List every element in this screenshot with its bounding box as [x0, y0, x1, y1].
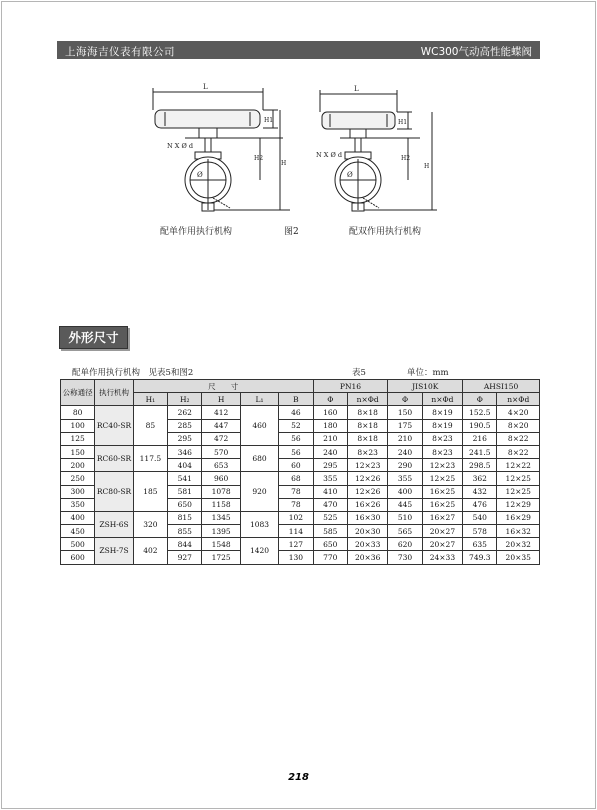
table-row [61, 472, 540, 485]
cell-B: 114 [279, 525, 313, 538]
cell-H2: 581 [168, 485, 202, 498]
cell-pn16-bolts: 8×18 [347, 406, 387, 419]
dim-H-label: H [424, 163, 430, 170]
phi-label: Ø [347, 171, 353, 179]
cell-L1: 1420 [240, 538, 278, 564]
cell-H: 472 [202, 432, 240, 445]
cell-jis-phi: 355 [388, 472, 422, 485]
cell-B: 102 [279, 511, 313, 524]
cell-ansi-bolts: 12×22 [497, 459, 540, 472]
header-nominal: 公称通径 [61, 380, 95, 406]
bolt-label: N X Ø d [167, 142, 194, 150]
cell-ansi-phi: 749.3 [463, 551, 497, 564]
cell-ansi-bolts: 16×32 [497, 525, 540, 538]
cell-nominal-diameter: 500 [61, 538, 95, 551]
cell-jis-bolts: 8×23 [422, 432, 462, 445]
table-number: 表5 [352, 368, 366, 378]
cell-actuator-model: RC60-SR [95, 445, 133, 471]
page-header [57, 41, 540, 59]
cell-jis-phi: 290 [388, 459, 422, 472]
cell-jis-bolts: 20×27 [422, 538, 462, 551]
cell-nominal-diameter: 125 [61, 432, 95, 445]
cell-ansi-phi: 432 [463, 485, 497, 498]
cell-H1: 402 [133, 538, 167, 564]
cell-ansi-bolts: 8×20 [497, 419, 540, 432]
cell-nominal-diameter: 250 [61, 472, 95, 485]
cell-jis-bolts: 8×19 [422, 419, 462, 432]
cell-nominal-diameter: 350 [61, 498, 95, 511]
cell-H: 1345 [202, 511, 240, 524]
cell-H2: 346 [168, 445, 202, 458]
cell-B: 52 [279, 419, 313, 432]
cell-nominal-diameter: 450 [61, 525, 95, 538]
cell-actuator-model: ZSH-6S [95, 511, 133, 537]
cell-H2: 927 [168, 551, 202, 564]
cell-H: 1158 [202, 498, 240, 511]
subheader-ansi-phi: Φ [463, 393, 497, 406]
subheader-pn16-bolts: n×Φd [347, 393, 387, 406]
cell-pn16-bolts: 8×23 [347, 445, 387, 458]
cell-pn16-phi: 355 [313, 472, 347, 485]
subheader-B: B [279, 393, 313, 406]
cell-ansi-phi: 362 [463, 472, 497, 485]
cell-jis-phi: 620 [388, 538, 422, 551]
cell-jis-bolts: 12×25 [422, 472, 462, 485]
cell-actuator-model: RC80-SR [95, 472, 133, 512]
header-pn16: PN16 [313, 380, 388, 393]
cell-H2: 815 [168, 511, 202, 524]
cell-H: 960 [202, 472, 240, 485]
subheader-jis-bolts: n×Φd [422, 393, 462, 406]
cell-nominal-diameter: 80 [61, 406, 95, 419]
cell-jis-phi: 150 [388, 406, 422, 419]
cell-ansi-bolts: 12×29 [497, 498, 540, 511]
cell-pn16-phi: 180 [313, 419, 347, 432]
cell-H2: 285 [168, 419, 202, 432]
cell-actuator-model: RC40-SR [95, 406, 133, 446]
bolt-label: N X Ø d [316, 151, 343, 159]
cell-ansi-bolts: 8×22 [497, 445, 540, 458]
dim-H2-label: H2 [401, 155, 411, 162]
subheader-jis-phi: Φ [388, 393, 422, 406]
header-dimensions: 尺 寸 [133, 380, 313, 393]
cell-pn16-bolts: 8×18 [347, 432, 387, 445]
cell-pn16-bolts: 20×30 [347, 525, 387, 538]
cell-H2: 262 [168, 406, 202, 419]
cell-H1: 320 [133, 511, 167, 537]
cell-pn16-bolts: 16×26 [347, 498, 387, 511]
cell-nominal-diameter: 150 [61, 445, 95, 458]
product-name: WC300气动高性能蝶阀 [420, 46, 532, 58]
dim-H1-label: H1 [398, 119, 408, 126]
cell-pn16-bolts: 12×26 [347, 472, 387, 485]
cell-B: 68 [279, 472, 313, 485]
cell-jis-bolts: 20×27 [422, 525, 462, 538]
cell-pn16-phi: 295 [313, 459, 347, 472]
cell-H1: 117.5 [133, 445, 167, 471]
header-jis10k: JIS10K [388, 380, 463, 393]
dim-H-label: H [281, 160, 287, 167]
cell-jis-bolts: 8×19 [422, 406, 462, 419]
cell-H2: 650 [168, 498, 202, 511]
cell-pn16-phi: 585 [313, 525, 347, 538]
cell-pn16-bolts: 8×18 [347, 419, 387, 432]
cell-jis-phi: 175 [388, 419, 422, 432]
cell-jis-phi: 730 [388, 551, 422, 564]
cell-H2: 404 [168, 459, 202, 472]
table-unit: 单位：mm [407, 368, 449, 378]
valve-diagram-double [312, 80, 447, 220]
cell-L1: 920 [240, 472, 278, 512]
cell-H: 447 [202, 419, 240, 432]
cell-nominal-diameter: 200 [61, 459, 95, 472]
cell-actuator-model: ZSH-7S [95, 538, 133, 564]
cell-L1: 460 [240, 406, 278, 446]
cell-pn16-phi: 650 [313, 538, 347, 551]
cell-ansi-phi: 540 [463, 511, 497, 524]
dim-L-label: L [203, 83, 208, 91]
dimension-table [60, 379, 540, 565]
cell-jis-bolts: 12×23 [422, 459, 462, 472]
cell-B: 78 [279, 485, 313, 498]
cell-ansi-bolts: 16×29 [497, 511, 540, 524]
cell-ansi-phi: 476 [463, 498, 497, 511]
table-row [61, 511, 540, 524]
cell-B: 46 [279, 406, 313, 419]
cell-H: 653 [202, 459, 240, 472]
subheader-L1: L₁ [240, 393, 278, 406]
cell-jis-phi: 565 [388, 525, 422, 538]
cell-ansi-phi: 216 [463, 432, 497, 445]
cell-B: 78 [279, 498, 313, 511]
cell-L1: 680 [240, 445, 278, 471]
header-actuator: 执行机构 [95, 380, 133, 406]
cell-H: 1725 [202, 551, 240, 564]
cell-H: 570 [202, 445, 240, 458]
dim-H1-label: H1 [264, 117, 274, 124]
cell-pn16-bolts: 20×36 [347, 551, 387, 564]
cell-ansi-bolts: 12×25 [497, 485, 540, 498]
cell-pn16-bolts: 12×26 [347, 485, 387, 498]
subheader-pn16-phi: Φ [313, 393, 347, 406]
cell-ansi-phi: 298.5 [463, 459, 497, 472]
cell-ansi-bolts: 4×20 [497, 406, 540, 419]
cell-H2: 541 [168, 472, 202, 485]
cell-pn16-phi: 240 [313, 445, 347, 458]
cell-jis-phi: 240 [388, 445, 422, 458]
cell-B: 130 [279, 551, 313, 564]
subheader-ansi-bolts: n×Φd [497, 393, 540, 406]
cell-ansi-bolts: 20×32 [497, 538, 540, 551]
cell-L1: 1083 [240, 511, 278, 537]
cell-pn16-bolts: 12×23 [347, 459, 387, 472]
cell-ansi-bolts: 12×25 [497, 472, 540, 485]
valve-diagram-single [145, 80, 295, 220]
figure-caption-double: 配双作用执行机构 [349, 227, 422, 237]
cell-H1: 185 [133, 472, 167, 512]
cell-B: 60 [279, 459, 313, 472]
cell-H2: 844 [168, 538, 202, 551]
cell-jis-bolts: 8×23 [422, 445, 462, 458]
cell-nominal-diameter: 100 [61, 419, 95, 432]
cell-H2: 855 [168, 525, 202, 538]
table-row [61, 406, 540, 419]
cell-B: 56 [279, 432, 313, 445]
table-row [61, 445, 540, 458]
cell-pn16-bolts: 20×33 [347, 538, 387, 551]
cell-H: 1078 [202, 485, 240, 498]
cell-pn16-phi: 160 [313, 406, 347, 419]
cell-ansi-bolts: 8×22 [497, 432, 540, 445]
cell-jis-phi: 510 [388, 511, 422, 524]
cell-jis-phi: 210 [388, 432, 422, 445]
phi-label: Ø [197, 171, 203, 179]
dim-H2-label: H2 [254, 155, 264, 162]
cell-jis-bolts: 16×25 [422, 485, 462, 498]
figure-number: 图2 [284, 227, 299, 237]
figure-caption-single: 配单作用执行机构 [160, 227, 233, 237]
section-title: 外形尺寸 [59, 326, 128, 349]
header-ansi150: AHSI150 [463, 380, 540, 393]
cell-pn16-phi: 210 [313, 432, 347, 445]
cell-H2: 295 [168, 432, 202, 445]
cell-ansi-bolts: 20×35 [497, 551, 540, 564]
cell-jis-bolts: 24×33 [422, 551, 462, 564]
cell-pn16-phi: 470 [313, 498, 347, 511]
table-row [61, 538, 540, 551]
cell-nominal-diameter: 400 [61, 511, 95, 524]
subheader-H2: H₂ [168, 393, 202, 406]
cell-ansi-phi: 578 [463, 525, 497, 538]
table-body [61, 406, 540, 564]
cell-H: 1395 [202, 525, 240, 538]
company-name: 上海海吉仪表有限公司 [65, 46, 175, 58]
cell-B: 127 [279, 538, 313, 551]
table-note: 配单作用执行机构 见表5和图2 [72, 368, 194, 378]
cell-H: 1548 [202, 538, 240, 551]
cell-pn16-bolts: 16×30 [347, 511, 387, 524]
cell-H1: 85 [133, 406, 167, 446]
cell-jis-bolts: 16×27 [422, 511, 462, 524]
cell-B: 56 [279, 445, 313, 458]
cell-H: 412 [202, 406, 240, 419]
page-number: 218 [288, 772, 309, 783]
cell-pn16-phi: 770 [313, 551, 347, 564]
cell-nominal-diameter: 300 [61, 485, 95, 498]
cell-ansi-phi: 635 [463, 538, 497, 551]
cell-pn16-phi: 525 [313, 511, 347, 524]
cell-ansi-phi: 152.5 [463, 406, 497, 419]
dim-L-label: L [354, 85, 359, 93]
cell-ansi-phi: 241.5 [463, 445, 497, 458]
cell-jis-bolts: 16×25 [422, 498, 462, 511]
cell-jis-phi: 400 [388, 485, 422, 498]
cell-jis-phi: 445 [388, 498, 422, 511]
subheader-H: H [202, 393, 240, 406]
cell-ansi-phi: 190.5 [463, 419, 497, 432]
subheader-H1: H₁ [133, 393, 167, 406]
cell-pn16-phi: 410 [313, 485, 347, 498]
cell-nominal-diameter: 600 [61, 551, 95, 564]
